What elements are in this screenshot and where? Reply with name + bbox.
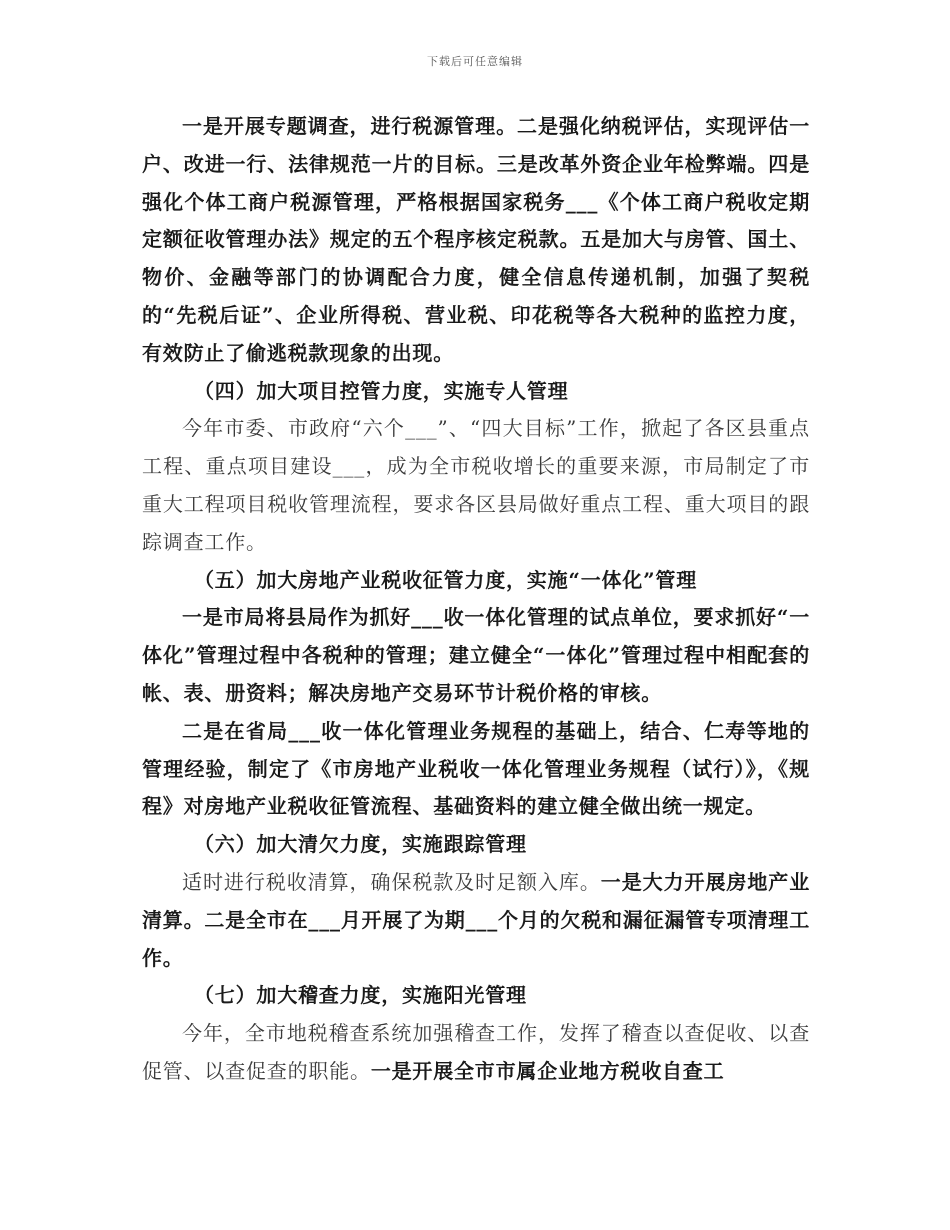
paragraph-arrears-clearance [142,864,810,977]
paragraph-text-emphasis: 一是大力开展房地产业清算。二是全市在___月开展了为期___个月的欠税和漏征漏管专项清理工作。 [142,869,811,970]
paragraph-text: 今年，全市地税稽查系统加强稽查工作，发挥了稽查以查促收、以查促管、以查促查的职能。 [142,1021,810,1083]
heading-text: （四）加大项目控管力度，实施专人管理 [194,378,569,403]
heading-text: （六）加大清欠力度，实施跟踪管理 [194,832,527,857]
paragraph-text: 二是在省局___收一体化管理业务规程的基础上，结合、仁寿等地的管理经验，制定了《市房地产业税收一体化管理业务规程（试行）》，《规程》对房地产业税收征管流程、基础资料的建立健全做出统一规定。 [142,718,810,819]
paragraph-text: 一是开展专题调查，进行税源管理。二是强化纳税评估，实现评估一户、改进一行、法律规范一片的目标。三是改革外资企业年检弊端。四是强化个体工商户税源管理，严格根据国家税务___《个体工商户税收定期定额征收管理办法》规定的五个程序核定税款。五是加大与房管、国土、物价、金融等部门的协调配合力度，健全信息传递机制，加强了契税的“先税后证”、企业所得税、营业税、印花税等各大税种的监控力度，有效防止了偷逃税款现象的出现。 [142,114,810,365]
paragraph-text: 今年市委、市政府“六个___”、“四大目标”工作，掀起了各区县重点工程、重点项目建设___，成为全市税收增长的重要来源，市局制定了市重大工程项目税收管理流程，要求各区县局做好重点工程、重大项目的跟踪调查工作。 [142,416,810,554]
paragraph-text: 适时进行税收清算，确保税款及时足额入库。 [182,869,601,894]
paragraph-text-emphasis: 一是开展全市市属企业地方税收自查工 [370,1058,725,1083]
paragraph-real-estate-rules [142,713,810,826]
heading-text: （五）加大房地产业税收征管力度，实施“一体化”管理 [194,567,698,592]
paragraph-text: 一是市局将县局作为抓好___收一体化管理的试点单位，要求抓好“一体化”管理过程中各税种的管理；建立健全“一体化”管理过程中相配套的帐、表、册资料；解决房地产交易环节计税价格的审核。 [142,605,810,705]
section-heading-6 [142,826,810,864]
paragraph-real-estate-pilot [142,599,810,712]
heading-text: （七）加大稽查力度，实施阳光管理 [194,983,527,1008]
section-heading-5 [142,562,810,600]
paragraph-audit-inspection [142,1015,810,1091]
section-heading-7 [142,977,810,1015]
paragraph-tax-source-measures [142,108,810,373]
section-heading-4 [142,373,810,411]
download-note: 下载后可任意编辑 [427,55,523,68]
paragraph-project-control [142,410,810,561]
document-body [142,108,810,1091]
